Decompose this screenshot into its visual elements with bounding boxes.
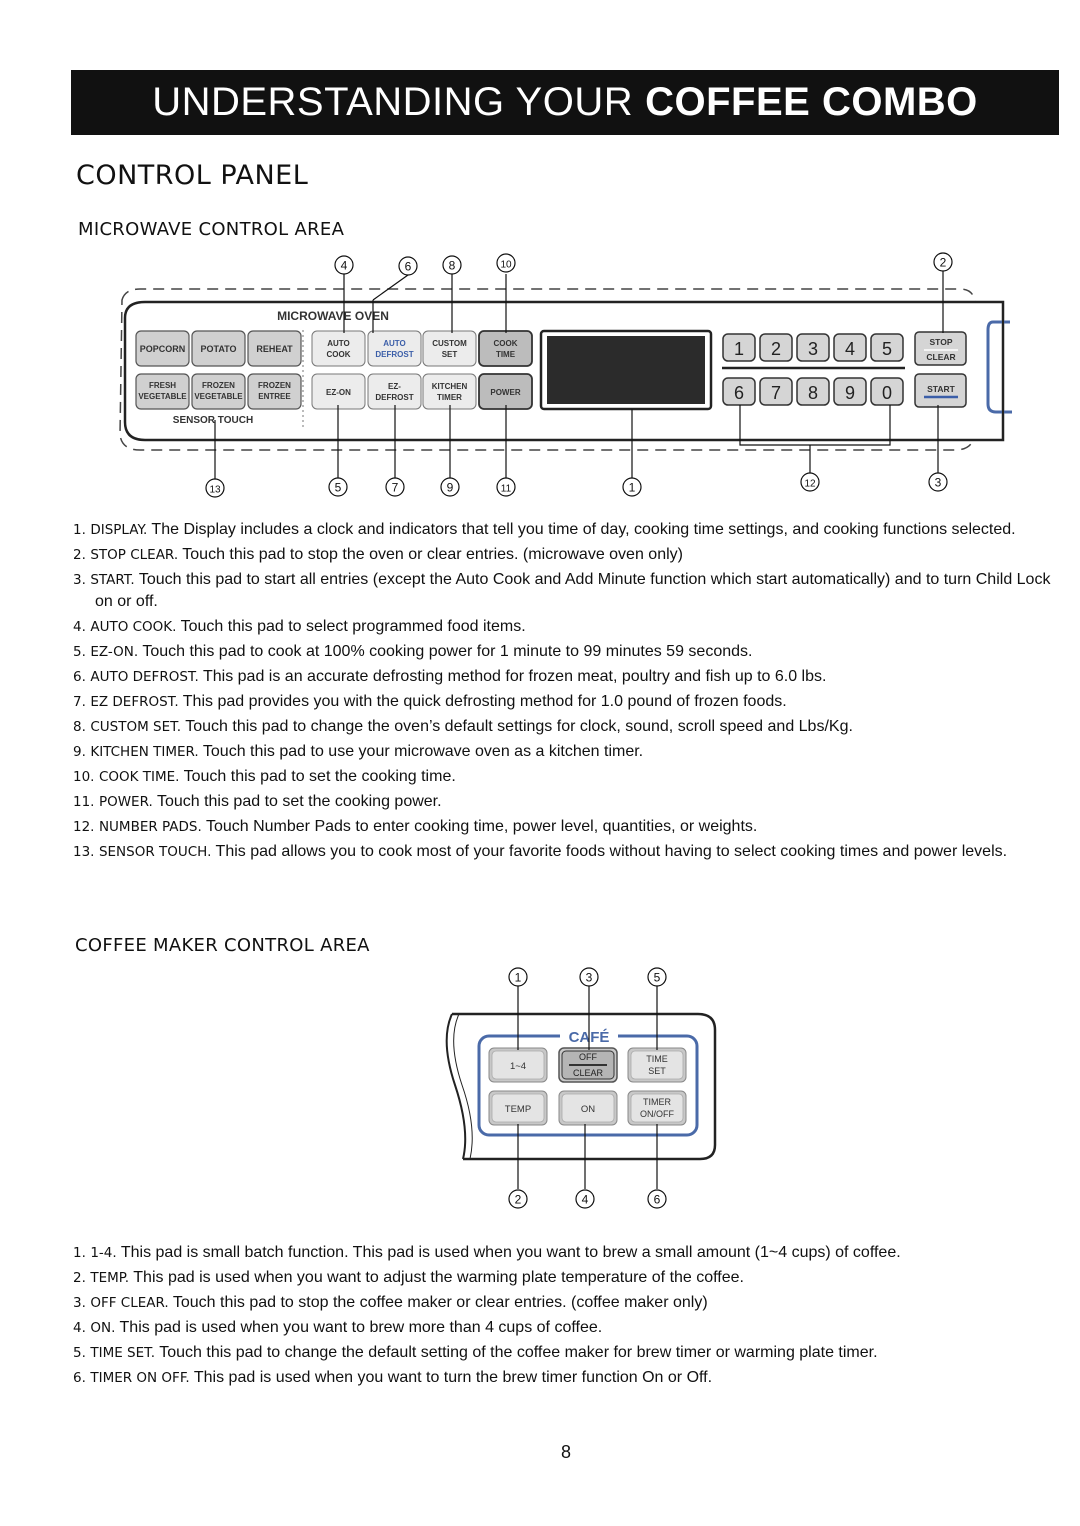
item-text: Touch this pad to use your microwave oven as a kitchen timer.	[202, 743, 644, 760]
pad-reheat[interactable]	[248, 331, 301, 366]
temp-label: TEMP	[504, 1104, 532, 1115]
microwave-description-list	[73, 519, 1058, 866]
coffee-heading: COFFEE MAKER CONTROL AREA	[75, 935, 370, 956]
callout-4	[576, 1190, 594, 1208]
item-term: AUTO COOK.	[90, 619, 177, 635]
callout-12	[801, 473, 819, 491]
callout-number: 2	[939, 255, 947, 270]
item-term: TIME SET.	[90, 1345, 156, 1361]
item-number: 5.	[73, 1345, 86, 1361]
description-item	[73, 1317, 1058, 1339]
number-label: 9	[844, 383, 856, 403]
number-pad-1[interactable]	[723, 334, 755, 361]
func-label: EZ-	[388, 382, 401, 391]
description-item	[73, 1267, 1058, 1289]
on-label: ON	[580, 1104, 596, 1115]
description-item	[73, 791, 1058, 813]
page-banner	[71, 70, 1059, 135]
number-label: 2	[770, 339, 782, 359]
on-button[interactable]	[559, 1091, 617, 1125]
func-ez-on[interactable]	[312, 374, 365, 409]
time-set-button[interactable]	[628, 1048, 686, 1082]
number-pad-6[interactable]	[723, 378, 755, 405]
coffee-description-list	[73, 1242, 1058, 1392]
start-button[interactable]	[915, 374, 966, 407]
func-auto-cook[interactable]	[312, 331, 365, 366]
func-custom-set[interactable]	[423, 331, 476, 366]
item-text: Touch this pad to stop the oven or clear entries. (microwave oven only)	[182, 546, 683, 563]
callout-13	[206, 479, 224, 497]
pad-frozen-entree[interactable]	[248, 374, 301, 409]
item-text: Touch Number Pads to enter cooking time, power level, quantities, or weights.	[205, 818, 758, 835]
func-label: SET	[441, 350, 458, 359]
item-text: This pad is used when you want to adjust the warming plate temperature of the coffee.	[133, 1269, 744, 1286]
callout-1	[509, 968, 527, 986]
pad-popcorn[interactable]	[136, 331, 189, 366]
description-item	[73, 1342, 1058, 1364]
number-label: 8	[807, 383, 819, 403]
item-term: AUTO DEFROST.	[90, 669, 199, 685]
callout-8	[443, 256, 461, 274]
pad-potato[interactable]	[192, 331, 245, 366]
pad-frozen-vegetable[interactable]	[192, 374, 245, 409]
pad-label: VEGETABLE	[194, 392, 243, 401]
pad-label: POPCORN	[139, 344, 186, 354]
callout-number: 5	[653, 970, 661, 985]
pad-label: FROZEN	[202, 381, 235, 390]
set-label: SET	[648, 1066, 666, 1076]
item-number: 12.	[73, 819, 95, 835]
number-label: 5	[881, 339, 893, 359]
callout-number: 4	[340, 258, 348, 273]
item-text: Touch this pad to change the default setting of the coffee maker for brew timer or warming plate timer.	[159, 1344, 878, 1361]
item-number: 2.	[73, 1270, 86, 1286]
item-number: 13.	[73, 844, 95, 860]
time-label: TIME	[646, 1054, 668, 1064]
callout-2	[509, 1190, 527, 1208]
number-pad-3[interactable]	[797, 334, 829, 361]
item-number: 9.	[73, 744, 86, 760]
item-term: EZ-ON.	[90, 644, 139, 660]
page-number: 8	[560, 1442, 571, 1462]
number-pad-5[interactable]	[871, 334, 903, 361]
item-number: 10.	[73, 769, 95, 785]
pad-label: ENTREE	[258, 392, 291, 401]
callout-5	[648, 968, 666, 986]
callout-number: 3	[934, 475, 942, 490]
item-text: Touch this pad to stop the coffee maker or clear entries. (coffee maker only)	[172, 1294, 708, 1311]
callout-6	[399, 257, 417, 275]
pad-label: REHEAT	[256, 344, 293, 354]
microwave-panel-diagram	[0, 250, 1080, 500]
cafe-label: CAFÉ	[568, 1029, 610, 1046]
func-cook-time[interactable]	[479, 331, 532, 366]
item-term: STOP CLEAR.	[90, 547, 179, 563]
callout-5	[329, 478, 347, 496]
item-term: TIMER ON OFF.	[90, 1370, 190, 1386]
callout-number: 11	[500, 483, 512, 495]
banner-prefix: UNDERSTANDING YOUR	[152, 80, 634, 124]
item-term: TEMP.	[90, 1270, 130, 1286]
microwave-heading: MICROWAVE CONTROL AREA	[78, 219, 345, 240]
number-label: 7	[770, 383, 782, 403]
stop-clear-button[interactable]	[915, 332, 966, 365]
pad-label: FRESH	[148, 381, 177, 390]
one-to-four-label: 1~4	[509, 1061, 527, 1072]
callout-number: 8	[448, 258, 456, 273]
pad-label: VEGETABLE	[138, 392, 187, 401]
callout-number: 6	[653, 1192, 661, 1207]
microwave-panel-label: MICROWAVE OVEN	[277, 309, 389, 323]
func-auto-defrost[interactable]	[368, 331, 421, 366]
callout-3	[580, 968, 598, 986]
callout-number: 4	[581, 1192, 589, 1207]
number-pad-4[interactable]	[834, 334, 866, 361]
callout-2	[934, 253, 952, 271]
item-term: DISPLAY.	[90, 522, 148, 538]
callout-4	[335, 256, 353, 274]
callout-3	[929, 473, 947, 491]
stop-label: STOP	[929, 337, 953, 347]
number-label: 6	[733, 383, 745, 403]
item-number: 6.	[73, 1370, 86, 1386]
callout-number: 3	[585, 970, 593, 985]
callout-11	[497, 478, 515, 496]
sensor-touch-label: SENSOR TOUCH	[172, 415, 254, 426]
callout-number: 7	[391, 480, 399, 495]
item-text: Touch this pad to set the cooking power.	[156, 793, 442, 810]
callout-number: 1	[628, 480, 636, 495]
item-number: 1.	[73, 1245, 86, 1261]
item-text: This pad is an accurate defrosting method for frozen meat, poultry and fish up to 6.0 lbs.	[202, 668, 827, 685]
pad-label: POTATO	[200, 344, 237, 354]
description-item	[73, 741, 1058, 763]
item-text: Touch this pad to change the oven’s default settings for clock, sound, scroll speed and Lbs/Kg.	[185, 718, 853, 735]
item-text: Touch this pad to select programmed food items.	[180, 618, 526, 635]
number-pad-0[interactable]	[871, 378, 903, 405]
func-label: TIME	[495, 350, 516, 359]
func-label: POWER	[490, 388, 521, 397]
func-kitchen-timer[interactable]	[423, 374, 476, 409]
description-item	[73, 616, 1058, 638]
callout-6	[648, 1190, 666, 1208]
item-number: 3.	[73, 572, 86, 588]
description-item	[73, 766, 1058, 788]
callout-number: 6	[404, 259, 412, 274]
item-term: START.	[90, 572, 135, 588]
number-label: 4	[844, 339, 856, 359]
description-item	[73, 666, 1058, 688]
item-number: 4.	[73, 619, 86, 635]
callout-number: 9	[446, 480, 454, 495]
description-item	[73, 544, 1058, 566]
number-label: 1	[733, 339, 745, 359]
description-item	[73, 716, 1058, 738]
description-item	[73, 691, 1058, 713]
callout-1	[623, 478, 641, 496]
coffee-callouts	[509, 968, 666, 1208]
number-pad-7[interactable]	[760, 378, 792, 405]
clear-label: CLEAR	[572, 1068, 604, 1078]
func-ez--defrost[interactable]	[368, 374, 421, 409]
description-item	[73, 519, 1058, 541]
off-clear-button[interactable]	[559, 1048, 617, 1082]
item-text: This pad is small batch function. This pad is used when you want to brew a small amount (1~4 cups) of coffee.	[120, 1244, 901, 1261]
start-label: START	[927, 384, 955, 394]
description-item	[73, 569, 1058, 613]
item-text: The Display includes a clock and indicators that tell you time of day, cooking time settings, and cooking functions selected.	[151, 521, 1016, 538]
section-title: CONTROL PANEL	[76, 160, 309, 191]
func-label: EZ-ON	[326, 388, 351, 397]
func-power[interactable]	[479, 374, 532, 409]
item-number: 1.	[73, 522, 86, 538]
item-number: 7.	[73, 694, 86, 710]
item-term: CUSTOM SET.	[90, 719, 182, 735]
item-number: 6.	[73, 669, 86, 685]
number-label: 3	[807, 339, 819, 359]
item-number: 8.	[73, 719, 86, 735]
func-label: COOK	[493, 339, 518, 348]
pad-fresh-vegetable[interactable]	[136, 374, 189, 409]
callout-number: 12	[804, 478, 816, 490]
callout-number: 1	[514, 970, 522, 985]
description-item	[73, 841, 1058, 863]
number-pad-8[interactable]	[797, 378, 829, 405]
item-term: 1-4.	[90, 1245, 117, 1261]
item-number: 3.	[73, 1295, 86, 1311]
func-label: KITCHEN	[431, 382, 468, 391]
callout-number: 13	[209, 484, 221, 496]
number-label: 0	[881, 383, 893, 403]
item-number: 5.	[73, 644, 86, 660]
pad-label: FROZEN	[258, 381, 291, 390]
item-term: KITCHEN TIMER.	[90, 744, 199, 760]
item-term: POWER.	[98, 794, 153, 810]
item-term: NUMBER PADS.	[98, 819, 202, 835]
clear-label: CLEAR	[926, 352, 956, 362]
item-term: COOK TIME.	[98, 769, 180, 785]
description-item	[73, 816, 1058, 838]
banner-bold: COFFEE COMBO	[645, 80, 978, 124]
number-pad-2[interactable]	[760, 334, 792, 361]
item-text: Touch this pad to start all entries (except the Auto Cook and Add Minute function which start automatically) and to turn Child Lock on or off.	[95, 571, 1051, 610]
callout-number: 5	[334, 480, 342, 495]
item-text: This pad is used when you want to brew more than 4 cups of coffee.	[119, 1319, 603, 1336]
callout-number: 2	[514, 1192, 522, 1207]
item-text: This pad is used when you want to turn the brew timer function On or Off.	[193, 1369, 713, 1386]
item-number: 4.	[73, 1320, 86, 1336]
item-text: Touch this pad to cook at 100% cooking power for 1 minute to 99 minutes 59 seconds.	[142, 643, 753, 660]
one-to-four-button[interactable]	[489, 1048, 547, 1082]
func-label: DEFROST	[375, 350, 414, 359]
off-label: OFF	[579, 1052, 597, 1062]
description-item	[73, 1242, 1058, 1264]
func-label: AUTO	[327, 339, 350, 348]
callout-10	[497, 254, 515, 272]
timer-label: TIMER	[643, 1097, 671, 1107]
coffee-panel-diagram	[0, 960, 1080, 1220]
temp-button[interactable]	[489, 1091, 547, 1125]
func-label: DEFROST	[375, 393, 414, 402]
item-text: This pad provides you with the quick defrosting method for 1.0 pound of frozen foods.	[182, 693, 787, 710]
item-term: EZ DEFROST.	[90, 694, 179, 710]
description-item	[73, 641, 1058, 663]
description-item	[73, 1292, 1058, 1314]
item-number: 11.	[73, 794, 95, 810]
item-term: SENSOR TOUCH.	[98, 844, 212, 860]
number-pad-9[interactable]	[834, 378, 866, 405]
onoff-label: ON/OFF	[640, 1109, 674, 1119]
item-number: 2.	[73, 547, 86, 563]
func-label: COOK	[326, 350, 351, 359]
callout-7	[386, 478, 404, 496]
description-item	[73, 1367, 1058, 1389]
func-label: AUTO	[383, 339, 406, 348]
item-text: Touch this pad to set the cooking time.	[183, 768, 456, 785]
func-label: CUSTOM	[432, 339, 467, 348]
callout-9	[441, 478, 459, 496]
timer-onoff-button[interactable]	[628, 1091, 686, 1125]
callout-number: 10	[500, 259, 512, 271]
item-term: ON.	[90, 1320, 116, 1336]
item-text: This pad allows you to cook most of your favorite foods without having to select cooking times and power levels.	[215, 843, 1008, 860]
item-term: OFF CLEAR.	[90, 1295, 169, 1311]
func-label: TIMER	[437, 393, 462, 402]
